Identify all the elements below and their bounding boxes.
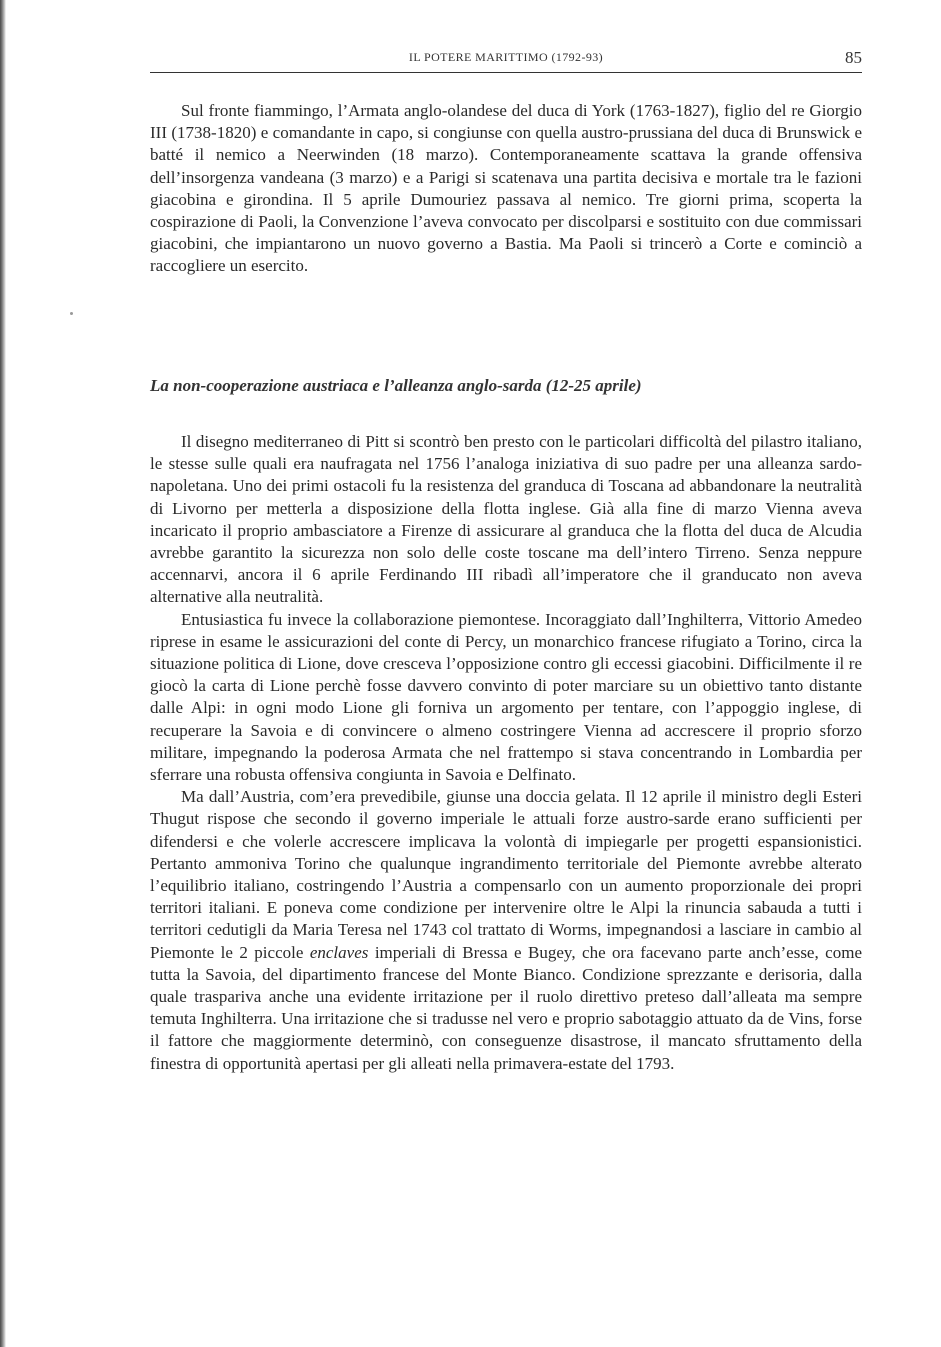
italic-term: enclaves xyxy=(309,942,369,962)
section-heading: La non-cooperazione austriaca e l’alleanza anglo-sarda (12-25 aprile) xyxy=(150,376,642,395)
running-header xyxy=(150,46,862,73)
scan-speck xyxy=(70,312,73,315)
page-binding-edge xyxy=(0,0,6,1347)
page-number: 85 xyxy=(845,48,862,67)
paragraph-with-italic xyxy=(150,786,862,1075)
paragraph: Il disegno mediterraneo di Pitt si scontrò ben presto con le particolari difficoltà del pilastro italiano, le stesse sulle quali era naufragata nel 1756 l’analoga iniziativa di suo padre per una alleanza sardo-napoletana. Uno dei primi ostacoli fu la resistenza del granduca di Toscana ad abbandonare la neutralità di Livorno per metterla a disposizione della flotta inglese. Già alla fine di marzo Vienna aveva incaricato il proprio ambasciatore a Firenze di assicurare al granduca che la flotta del duca de Alcudia avrebbe garantito la sicurezza non solo delle coste toscane ma dell’intero Tirreno. Senza neppure accennarvi, ancora il 6 aprile Ferdinando III ribadì all’imperatore che il granducato non aveva alternative alla neutralità. xyxy=(150,432,862,607)
opening-text-block xyxy=(150,100,862,278)
running-title: IL POTERE MARITTIMO (1792-93) xyxy=(408,50,604,64)
paragraph: Entusiastica fu invece la collaborazione piemontese. Incoraggiato dall’Inghilterra, Vittorio Amedeo riprese in esame le assicurazioni del conte di Percy, un monarchico francese rifugiato a Torino, circa la situazione politica di Lione, dove cresceva l’opposizione contro gli eccessi giacobini. Difficilmente il re giocò la carta di Lione perchè fosse davvero convinto di poter marciare su un obiettivo tanto distante dalle Alpi: in ogni modo Lione gli forniva un argomento per tentare, con l’appoggio inglese, di recuperare la Savoia e di convincere o almeno costringere Vienna ad accrescere il proprio sforzo militare, impegnando la poderosa Armata che nel frattempo si stava concentrando in Lombardia per sferrare una robusta offensiva congiunta in Savoia e Delfinato. xyxy=(150,609,862,785)
paragraph-text: imperiali di Bressa e Bugey, che ora facevano parte anch’esse, come tutta la Savoia, del dipartimento francese del Monte Bianco. Condizione sprezzante e derisoria, dalla quale traspariva anche una evidente irritazione per il ruolo direttivo preteso dall’alleata ma sempre temuta Inghilterra. Una irritazione che si tradusse nel vero e proprio sabotaggio attuato da de Vins, forse il fattore che maggiormente determinò, con conseguenze disastrose, il mancato sfruttamento della finestra di opportunità apertasi per gli alleati nella primavera-estate del 1793. xyxy=(150,942,862,1073)
paragraph: Sul fronte fiammingo, l’Armata anglo-olandese del duca di York (1763-1827), figlio del re Giorgio III (1738-1820) e comandante in capo, si congiunse con quella austro-prussiana del duca di Brunswick e batté il nemico a Neerwinden (18 marzo). Contemporaneamente scattava la grande offensiva dell’insorgenza vandeana (3 marzo) e a Parigi si scatenava una partita decisiva e mortale tra le fazioni giacobina e girondina. Il 5 aprile Dumouriez passava al nemico. Tre giorni prima, scoperta la cospirazione di Paoli, la Convenzione l’aveva convocato per discolparsi e sostituito con due commissari giacobini, che impiantarono un nuovo governo a Bastia. Ma Paoli si trincerò a Corte e cominciò a raccogliere un esercito. xyxy=(150,101,862,276)
paragraph-text: Ma dall’Austria, com’era prevedibile, giunse una doccia gelata. Il 12 aprile il ministro degli Esteri Thugut rispose che secondo il governo imperiale le attuali forze austro-sarde erano sufficienti per difendersi e che volerle accrescere implicava la volontà di impiegarle per progetti espansionistici. Pertanto ammoniva Torino che qualunque ingrandimento territoriale del Piemonte avrebbe alterato l’equilibrio italiano, costringendo l’Austria a compensarlo con un aumento proporzionale dei propri territori italiani. E poneva come condizione per intervenire oltre le Alpi la rinuncia sabauda a tutti i territori cedutigli da Maria Teresa nel 1743 col trattato di Worms, impegnandosi a lasciare in cambio al Piemonte le 2 piccole xyxy=(150,787,862,962)
section-text-block xyxy=(150,431,862,1075)
